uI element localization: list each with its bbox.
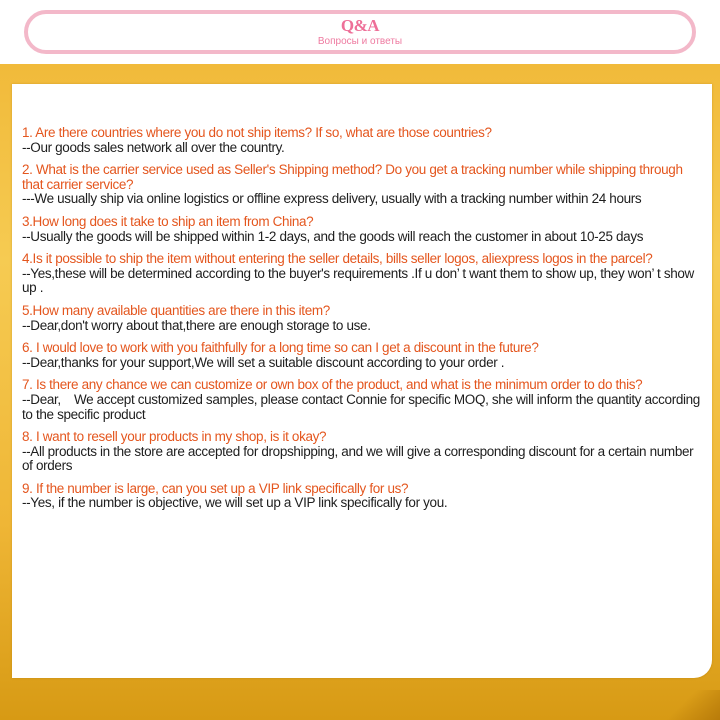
faq-question: 2. What is the carrier service used as Seller's Shipping method? Do you get a tracking number while shipping through that carrier service? (22, 162, 683, 192)
page-title: Q&A (340, 16, 380, 35)
faq-question: 5.How many available quantities are there in this item? (22, 302, 330, 318)
faq-question: 8. I want to resell your products in my shop, is it okay? (22, 429, 327, 445)
faq-item-5 (22, 304, 706, 333)
faq-question: 1. Are there countries where you do not ship items? If so, what are those countries? (22, 125, 492, 140)
header-banner (24, 10, 696, 54)
faq-question: 6. I would love to work with you faithfully for a long time so can I get a discount in the future? (22, 340, 539, 356)
faq-answer: --Yes,these will be determined according to the buyer's requirements .If u don’ t want them to show up, they won’ t show up . (22, 265, 694, 296)
faq-item-4 (22, 252, 706, 296)
faq-item-2 (22, 163, 706, 207)
faq-answer: --Dear, We accept customized samples, please contact Connie for specific MOQ, she will inform the quantity according to the specific product (22, 391, 700, 422)
faq-item-7 (22, 378, 706, 422)
faq-answer: --Usually the goods will be shipped within 1-2 days, and the goods will reach the customer in about 10-25 days (22, 228, 644, 244)
faq-item-9 (22, 482, 706, 511)
faq-question: 4.Is it possible to ship the item without entering the seller details, bills seller logos, aliexpress logos in the parcel? (22, 251, 653, 267)
faq-item-1 (22, 126, 706, 155)
page-subtitle: Вопросы и ответы (317, 36, 403, 47)
faq-question: 3.How long does it take to ship an item from China? (22, 213, 314, 229)
faq-answer: --Yes, if the number is objective, we will set up a VIP link specifically for you. (22, 495, 448, 511)
faq-list (22, 126, 706, 519)
faq-item-3 (22, 215, 706, 244)
faq-answer: --All products in the store are accepted for dropshipping, and we will give a corresponding discount for a certain number of orders (22, 443, 694, 474)
faq-question: 7. Is there any chance we can customize or own box of the product, and what is the minimum order to do this? (22, 377, 643, 393)
faq-item-8 (22, 430, 706, 474)
faq-answer: --Dear,thanks for your support,We will set a suitable discount according to your order . (22, 354, 505, 370)
faq-answer: ---We usually ship via online logistics or offline express delivery, usually with a tracking number within 24 hours (22, 191, 642, 207)
faq-question: 9. If the number is large, can you set up a VIP link specifically for us? (22, 480, 409, 496)
faq-answer: --Dear,don't worry about that,there are enough storage to use. (22, 317, 371, 333)
frame-corner-shade (660, 690, 720, 720)
faq-card (12, 84, 712, 678)
faq-item-6 (22, 341, 706, 370)
faq-answer: --Our goods sales network all over the country. (22, 139, 285, 155)
